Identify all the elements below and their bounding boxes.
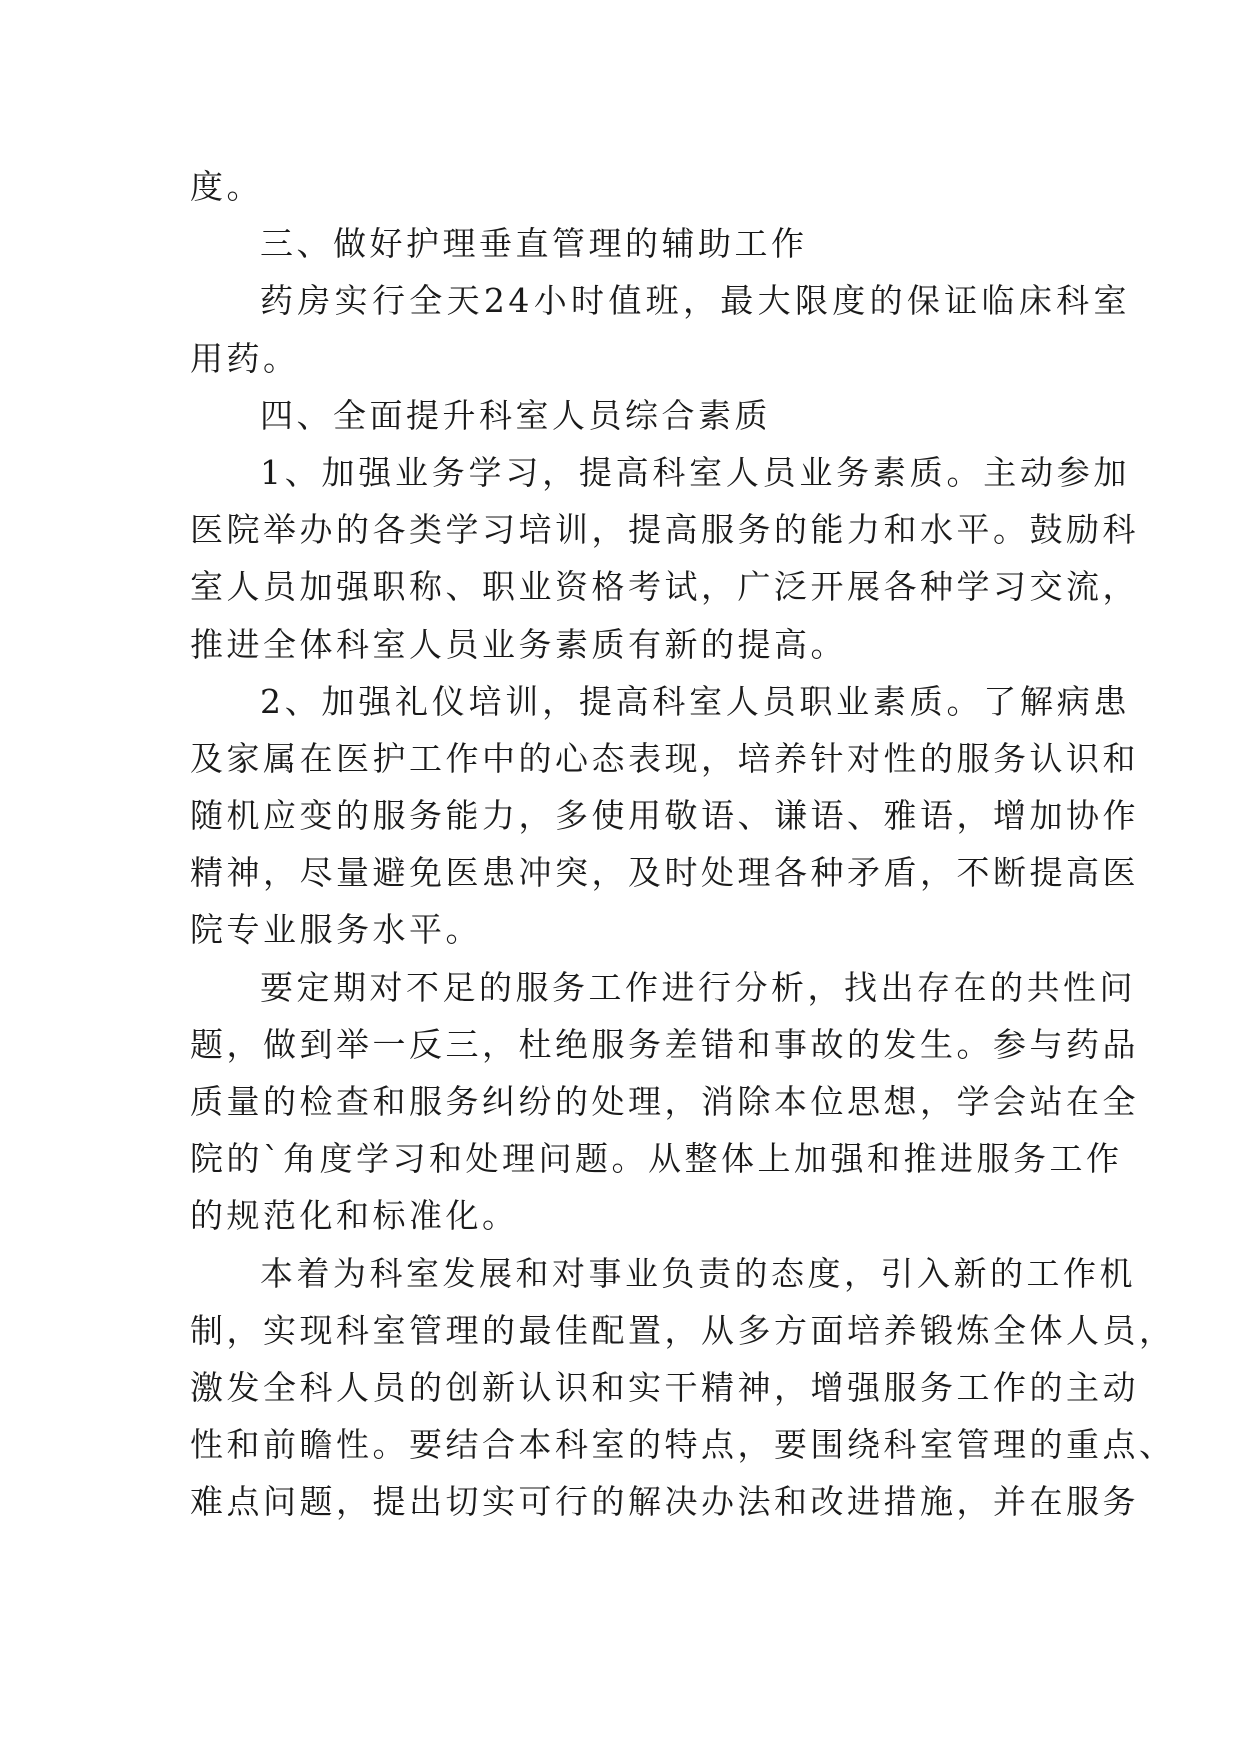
text-line: 质量的检查和服务纠纷的处理，消除本位思想，学会站在全 xyxy=(190,1082,1139,1121)
text-line: 激发全科人员的创新认识和实干精神，增强服务工作的主动 xyxy=(190,1367,1139,1407)
text-line: 院专业服务水平。 xyxy=(190,910,482,950)
text-line: 要定期对不足的服务工作进行分析，找出存在的共性问 xyxy=(260,967,1136,1007)
section-heading: 四、全面提升科室人员综合素质 xyxy=(260,395,771,435)
text-line: 院的`角度学习和处理问题。从整体上加强和推进服务工作 xyxy=(190,1139,1123,1179)
section-heading: 三、做好护理垂直管理的辅助工作 xyxy=(260,224,808,264)
text-line: 题，做到举一反三，杜绝服务差错和事故的发生。参与药品 xyxy=(190,1024,1139,1064)
text-line: 医院举办的各类学习培训，提高服务的能力和水平。鼓励科 xyxy=(190,510,1139,550)
text-line: 药房实行全天24小时值班，最大限度的保证临床科室 xyxy=(260,281,1130,321)
text-line: 用药。 xyxy=(190,338,300,378)
text-line: 的规范化和标准化。 xyxy=(190,1196,519,1236)
text-line: 1、加强业务学习，提高科室人员业务素质。主动参加 xyxy=(260,452,1130,492)
text-line: 难点问题，提出切实可行的解决办法和改进措施，并在服务 xyxy=(190,1482,1139,1522)
text-line: 性和前瞻性。要结合本科室的特点，要围绕科室管理的重点、 xyxy=(190,1425,1176,1465)
text-line: 精神，尽量避免医患冲突，及时处理各种矛盾，不断提高医 xyxy=(190,853,1139,893)
text-line: 及家属在医护工作中的心态表现，培养针对性的服务认识和 xyxy=(190,738,1139,778)
text-line: 2、加强礼仪培训，提高科室人员职业素质。了解病患 xyxy=(260,681,1130,721)
text-line: 随机应变的服务能力，多使用敬语、谦语、雅语，增加协作 xyxy=(190,796,1139,836)
text-line: 本着为科室发展和对事业负责的态度，引入新的工作机 xyxy=(260,1253,1136,1293)
text-line: 制，实现科室管理的最佳配置，从多方面培养锻炼全体人员， xyxy=(190,1310,1176,1350)
text-line: 度。 xyxy=(190,167,263,206)
text-line: 推进全体科室人员业务素质有新的提高。 xyxy=(190,624,847,664)
text-line: 室人员加强职称、职业资格考试，广泛开展各种学习交流， xyxy=(190,567,1139,607)
document-body xyxy=(190,158,1176,1531)
